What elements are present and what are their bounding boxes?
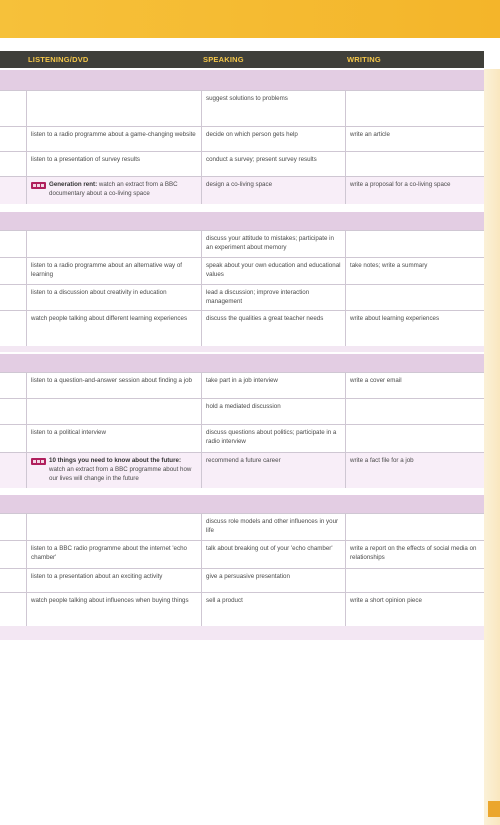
listening-cell: watch people talking about different learning experiences <box>26 311 201 346</box>
writing-cell: write a cover email <box>345 373 484 398</box>
listening-cell <box>26 514 201 540</box>
writing-cell <box>345 152 484 176</box>
table-row <box>0 540 484 568</box>
listening-cell <box>26 399 201 424</box>
writing-cell: write a short opinion piece <box>345 593 484 626</box>
unit-band-footer <box>0 626 484 640</box>
table-row <box>0 452 484 488</box>
speaking-cell: decide on which person gets help <box>201 127 345 151</box>
speaking-cell: hold a mediated discussion <box>201 399 345 424</box>
table-row <box>0 424 484 452</box>
writing-cell: take notes; write a summary <box>345 258 484 284</box>
speaking-cell: talk about breaking out of your 'echo chamber' <box>201 541 345 568</box>
speaking-cell: give a persuasive presentation <box>201 569 345 592</box>
table-row <box>0 592 484 626</box>
table-row <box>0 151 484 176</box>
writing-cell: write a report on the effects of social media on relationships <box>345 541 484 568</box>
writing-cell: write about learning experiences <box>345 311 484 346</box>
speaking-cell: design a co-living space <box>201 177 345 204</box>
listening-cell: listen to a political interview <box>26 425 201 452</box>
writing-cell: write a proposal for a co-living space <box>345 177 484 204</box>
table-row <box>0 230 484 257</box>
video-title: Generation rent: <box>49 181 98 188</box>
unit-band <box>0 70 484 90</box>
table-row <box>0 513 484 540</box>
speaking-cell: recommend a future career <box>201 453 345 488</box>
listening-cell <box>26 177 201 204</box>
table-row <box>0 372 484 398</box>
video-title: 10 things you need to know about the future: <box>49 457 182 464</box>
speaking-cell: discuss questions about politics; participate in a radio interview <box>201 425 345 452</box>
listening-cell: listen to a BBC radio programme about the internet 'echo chamber' <box>26 541 201 568</box>
header-listening: LISTENING/DVD <box>28 55 89 64</box>
unit-band <box>0 212 484 230</box>
listening-cell <box>26 91 201 126</box>
listening-text: watch an extract from a BBC programme about how our lives will change in the future <box>49 466 192 482</box>
table-row <box>0 126 484 151</box>
speaking-cell: sell a product <box>201 593 345 626</box>
table-header <box>0 51 484 68</box>
listening-cell: listen to a discussion about creativity in education <box>26 285 201 310</box>
table-row <box>0 257 484 284</box>
table-row <box>0 398 484 424</box>
speaking-cell: conduct a survey; present survey results <box>201 152 345 176</box>
writing-cell <box>345 285 484 310</box>
header-writing: WRITING <box>347 55 381 64</box>
table-row <box>0 284 484 310</box>
writing-cell: write a fact file for a job <box>345 453 484 488</box>
listening-cell: listen to a presentation about an exciting activity <box>26 569 201 592</box>
table-row <box>0 176 484 204</box>
header-speaking: SPEAKING <box>203 55 244 64</box>
page-tab <box>488 801 500 817</box>
speaking-cell: discuss role models and other influences in your life <box>201 514 345 540</box>
listening-cell: watch people talking about influences when buying things <box>26 593 201 626</box>
listening-cell: listen to a presentation of survey results <box>26 152 201 176</box>
top-color-band <box>0 0 500 38</box>
writing-cell <box>345 514 484 540</box>
unit-band <box>0 495 484 513</box>
unit-band-footer <box>0 346 484 352</box>
listening-cell: listen to a question-and-answer session about finding a job <box>26 373 201 398</box>
listening-cell <box>26 231 201 257</box>
table-row <box>0 568 484 592</box>
speaking-cell: suggest solutions to problems <box>201 91 345 126</box>
table-row <box>0 310 484 346</box>
speaking-cell: take part in a job interview <box>201 373 345 398</box>
bbc-logo-icon <box>31 182 46 189</box>
speaking-cell: speak about your own education and educational values <box>201 258 345 284</box>
side-strip <box>484 69 500 825</box>
speaking-cell: discuss your attitude to mistakes; participate in an experiment about memory <box>201 231 345 257</box>
listening-text: watch an extract from a BBC documentary about a co-living space <box>49 181 178 197</box>
speaking-cell: discuss the qualities a great teacher needs <box>201 311 345 346</box>
bbc-logo-icon <box>31 458 46 465</box>
listening-cell: listen to a radio programme about a game-changing website <box>26 127 201 151</box>
writing-cell <box>345 569 484 592</box>
table-row <box>0 90 484 126</box>
writing-cell <box>345 91 484 126</box>
writing-cell <box>345 399 484 424</box>
writing-cell <box>345 425 484 452</box>
listening-cell: listen to a radio programme about an alternative way of learning <box>26 258 201 284</box>
unit-band <box>0 354 484 372</box>
writing-cell: write an article <box>345 127 484 151</box>
speaking-cell: lead a discussion; improve interaction management <box>201 285 345 310</box>
listening-cell <box>26 453 201 488</box>
writing-cell <box>345 231 484 257</box>
